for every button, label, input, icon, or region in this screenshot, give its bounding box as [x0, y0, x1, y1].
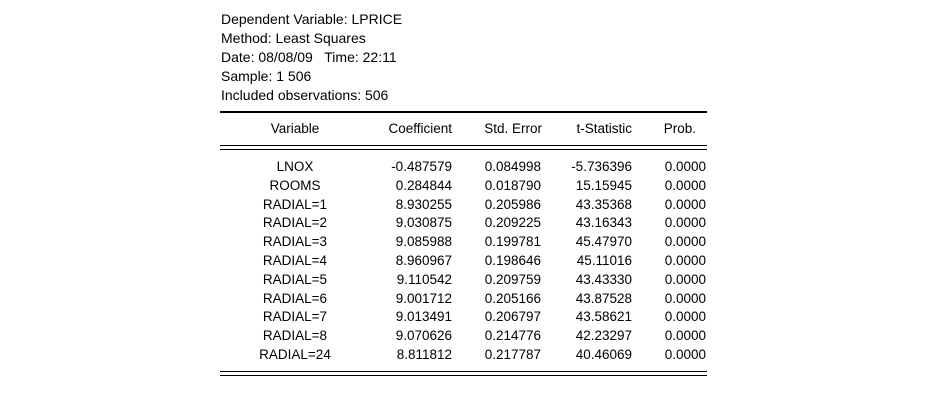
regression-header [221, 10, 402, 105]
sample-line: Sample: 1 506 [221, 68, 312, 84]
cell-variable: RADIAL=7 [262, 309, 328, 325]
cell-variable: RADIAL=6 [262, 290, 328, 306]
cell-coefficient: 9.085988 [395, 234, 452, 250]
cell-coefficient: 9.070626 [395, 328, 452, 344]
column-header-prob: Prob. [663, 121, 696, 136]
cell-prob: 0.0000 [664, 234, 706, 250]
bottom-rule-upper [220, 371, 707, 372]
table-row [220, 214, 707, 233]
cell-t-statistic: 43.87528 [575, 290, 632, 306]
table-row [220, 290, 707, 309]
cell-std-error: 0.209759 [484, 271, 541, 287]
column-header-coefficient: Coefficient [388, 121, 452, 136]
cell-std-error: 0.084998 [484, 159, 541, 174]
cell-t-statistic: 45.11016 [576, 252, 632, 268]
cell-t-statistic: 45.47970 [575, 234, 632, 250]
cell-prob: 0.0000 [664, 328, 706, 344]
cell-t-statistic: 15.15945 [575, 177, 632, 193]
cell-t-statistic: 43.16343 [575, 215, 632, 231]
date-time-line: Date: 08/08/09 Time: 22:11 [221, 49, 397, 65]
observations-line: Included observations: 506 [221, 87, 389, 103]
top-rule [220, 111, 707, 113]
cell-variable: RADIAL=5 [262, 271, 328, 287]
cell-prob: 0.0000 [664, 215, 706, 231]
dependent-variable-line: Dependent Variable: LPRICE [221, 11, 403, 27]
coefficient-table [220, 158, 707, 365]
cell-prob: 0.0000 [664, 159, 706, 174]
cell-variable: RADIAL=24 [259, 346, 331, 362]
cell-std-error: 0.206797 [484, 309, 541, 325]
cell-t-statistic: 43.58621 [575, 309, 632, 325]
cell-std-error: 0.217787 [484, 346, 541, 362]
table-row [220, 252, 707, 271]
cell-coefficient: 9.001712 [395, 290, 452, 306]
cell-coefficient: 9.030875 [395, 215, 452, 231]
table-row [220, 233, 707, 252]
cell-coefficient: 8.811812 [396, 346, 452, 362]
cell-std-error: 0.209225 [484, 215, 541, 231]
table-row [220, 327, 707, 346]
cell-prob: 0.0000 [664, 346, 706, 362]
cell-variable: RADIAL=1 [262, 196, 328, 212]
cell-std-error: 0.205166 [484, 290, 541, 306]
cell-variable: RADIAL=3 [262, 234, 328, 250]
cell-variable: RADIAL=4 [262, 252, 328, 268]
cell-std-error: 0.214776 [484, 328, 541, 344]
cell-prob: 0.0000 [664, 271, 706, 287]
cell-std-error: 0.198646 [484, 252, 541, 268]
cell-t-statistic: 40.46069 [575, 346, 632, 362]
cell-prob: 0.0000 [664, 309, 706, 325]
bottom-rule-lower [220, 375, 707, 376]
cell-variable: RADIAL=2 [262, 215, 328, 231]
table-row [220, 158, 707, 177]
cell-coefficient: 0.284844 [395, 177, 452, 193]
column-header-row [220, 120, 707, 139]
cell-prob: 0.0000 [664, 290, 706, 306]
cell-prob: 0.0000 [664, 252, 706, 268]
method-line: Method: Least Squares [221, 30, 366, 46]
cell-variable: LNOX [276, 159, 314, 174]
cell-t-statistic: 43.43330 [575, 271, 632, 287]
cell-coefficient: -0.487579 [391, 159, 452, 174]
table-row [220, 271, 707, 290]
header-rule-lower [220, 149, 707, 150]
column-header-variable: Variable [270, 121, 320, 136]
table-row [220, 196, 707, 215]
cell-coefficient: 9.110542 [396, 271, 452, 287]
cell-coefficient: 8.960967 [395, 252, 452, 268]
cell-prob: 0.0000 [664, 177, 706, 193]
cell-prob: 0.0000 [664, 196, 706, 212]
cell-variable: ROOMS [269, 177, 321, 193]
table-row [220, 308, 707, 327]
cell-t-statistic: -5.736396 [571, 159, 632, 174]
header-rule-upper [220, 145, 707, 146]
cell-coefficient: 8.930255 [395, 196, 452, 212]
cell-variable: RADIAL=8 [262, 328, 328, 344]
table-row [220, 177, 707, 196]
cell-std-error: 0.018790 [484, 177, 541, 193]
column-header-t-statistic: t-Statistic [576, 121, 632, 136]
cell-std-error: 0.205986 [484, 196, 541, 212]
cell-coefficient: 9.013491 [395, 309, 452, 325]
column-header-std-error: Std. Error [484, 121, 542, 136]
table-row [220, 346, 707, 365]
cell-std-error: 0.199781 [484, 234, 541, 250]
cell-t-statistic: 42.23297 [575, 328, 632, 344]
cell-t-statistic: 43.35368 [575, 196, 632, 212]
